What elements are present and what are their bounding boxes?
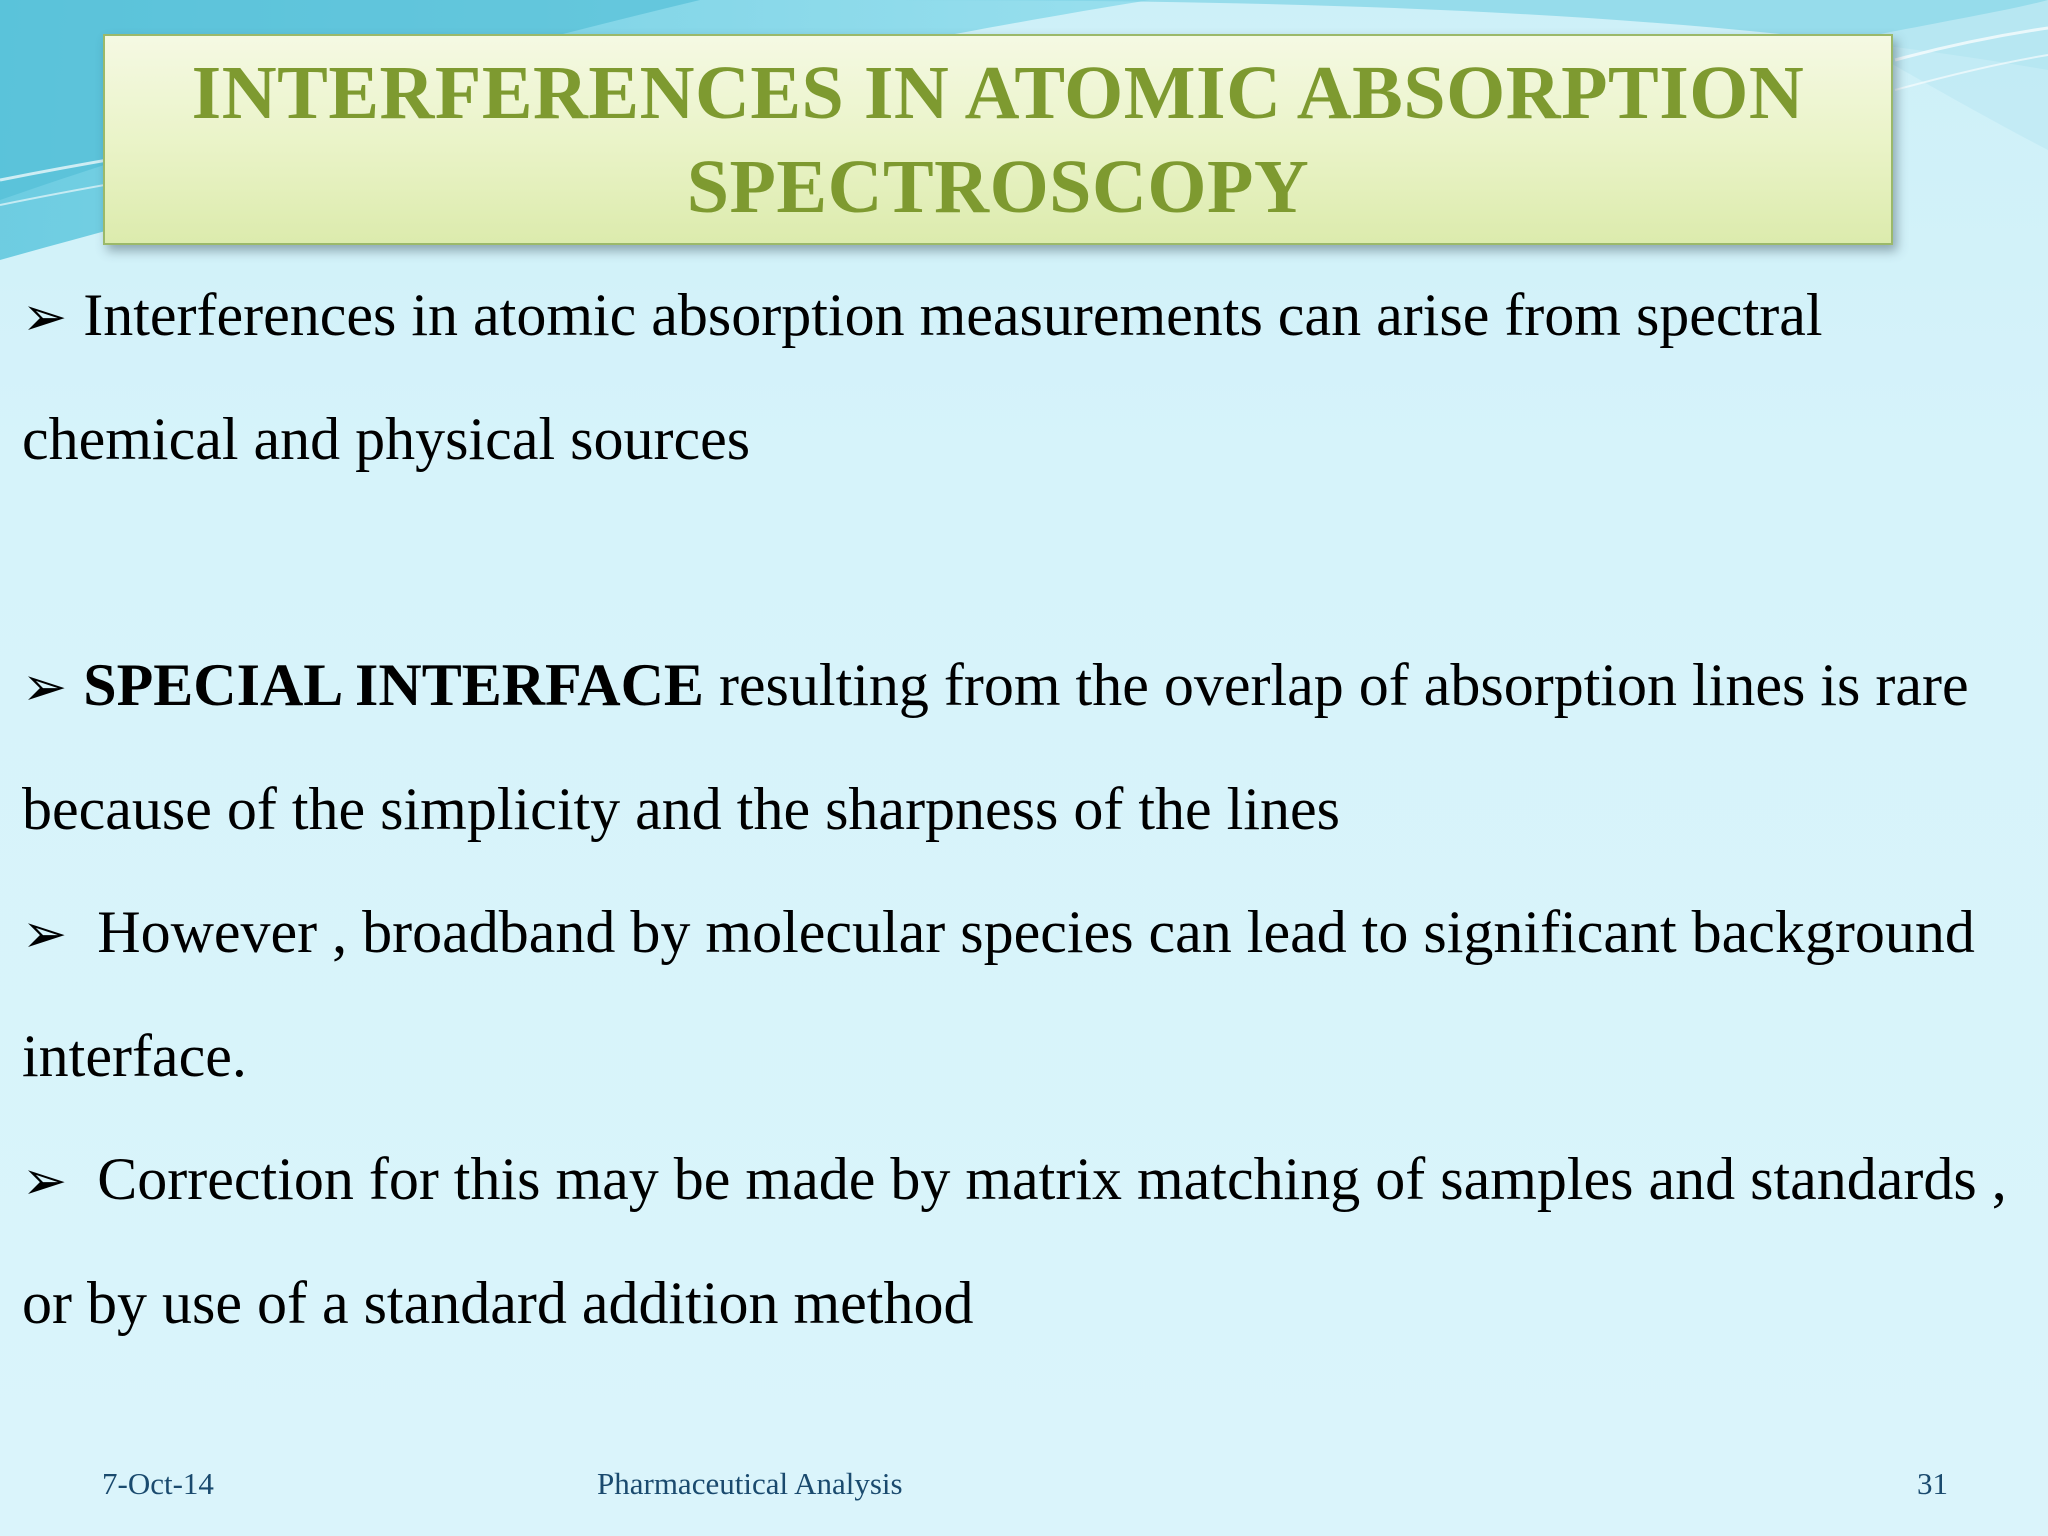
arrow-bullet-icon: ➢ (22, 902, 68, 965)
bullet-text: Interferences in atomic absorption measurements can arise from spectral chemical and physical sources (22, 282, 1823, 472)
bullet-bold-text: SPECIAL INTERFACE (83, 652, 704, 718)
bullet-text: resulting from the overlap of absorption lines is rare because of the simplicity and the sharpness of the lines (22, 652, 1969, 842)
arrow-bullet-icon: ➢ (22, 285, 68, 348)
bullet-item (22, 871, 2012, 1118)
title-line-2: SPECTROSCOPY (686, 144, 1310, 229)
bullet-text: Correction for this may be made by matrix matching of samples and standards , or by use of a standard addition method (22, 1146, 2007, 1336)
arrow-bullet-icon: ➢ (22, 1149, 68, 1212)
footer-title: Pharmaceutical Analysis (597, 1466, 903, 1501)
bullet-item (22, 254, 2012, 501)
bullet-item (22, 1118, 2012, 1365)
title-box (103, 34, 1893, 245)
slide-content (22, 254, 2012, 1365)
bullet-text: However , broadband by molecular species can lead to significant background interface. (22, 899, 1975, 1089)
bullet-item (22, 624, 2012, 871)
footer-page-number: 31 (1917, 1466, 1948, 1501)
footer-date: 7-Oct-14 (102, 1466, 214, 1501)
arrow-bullet-icon: ➢ (22, 655, 68, 718)
slide-title (192, 46, 1805, 234)
title-line-1: INTERFERENCES IN ATOMIC ABSORPTION (191, 50, 1805, 135)
